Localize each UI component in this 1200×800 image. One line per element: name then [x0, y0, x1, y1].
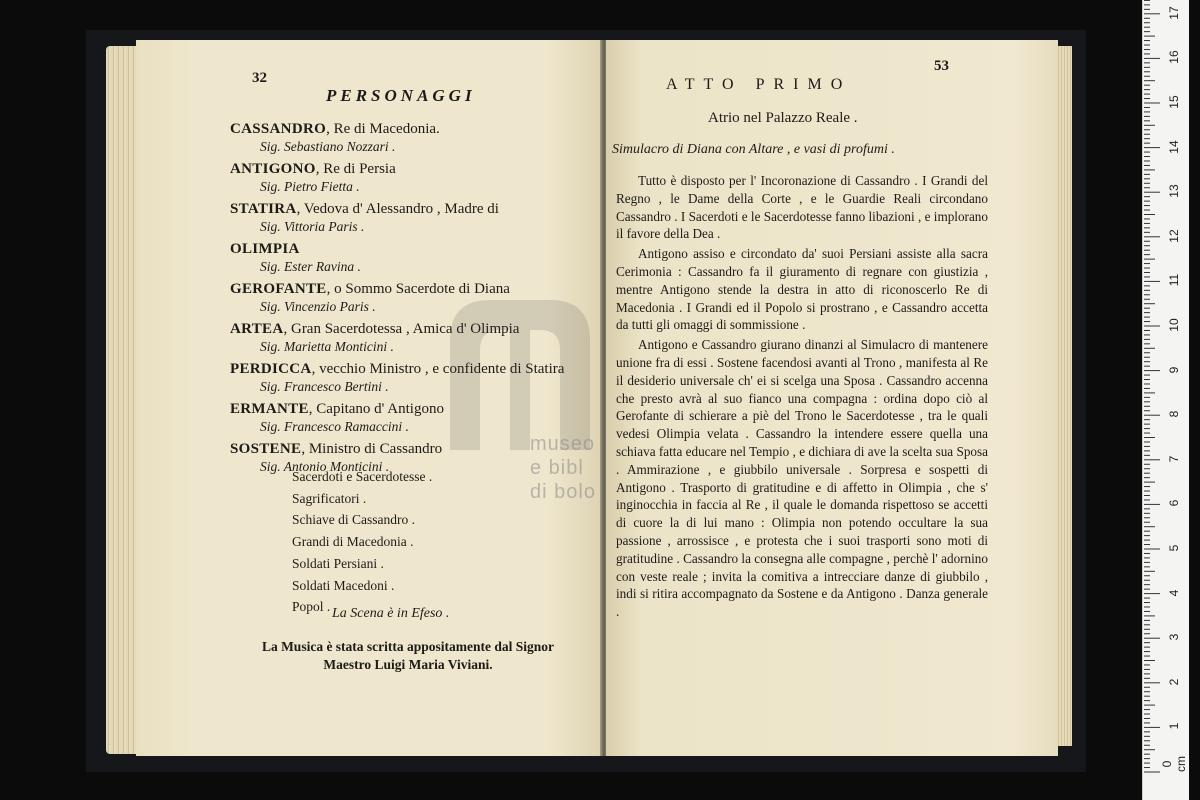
ruler-number: 7: [1167, 455, 1181, 463]
ruler-number: 2: [1167, 678, 1181, 686]
music-credit-line: La Musica è stata scritta appositamente dal Signor: [261, 639, 555, 654]
ruler-number: 5: [1167, 544, 1181, 552]
cast-list: [230, 120, 600, 480]
extras-item: Sagrificatori .: [292, 490, 367, 506]
page-edges-right: [1056, 46, 1072, 746]
ruler-number: 14: [1167, 139, 1181, 154]
role-description: , Re di Macedonia.: [326, 121, 440, 137]
extras-item: Soldati Persiani .: [292, 555, 384, 571]
role-name: STATIRA: [230, 201, 297, 217]
ruler-number: 4: [1167, 589, 1181, 596]
act-heading: ATTO PRIMO: [666, 76, 852, 93]
extras-item: Sacerdoti e Sacerdotesse .: [292, 469, 433, 484]
ruler-ticks: [1143, 0, 1189, 800]
ruler-number: 15: [1167, 95, 1181, 109]
ruler-unit-label: 0 cm: [1160, 756, 1188, 772]
actor-name: Sig. Sebastiano Nozzari .: [260, 139, 396, 154]
cast-entry: [230, 240, 600, 275]
open-book: [106, 40, 1072, 756]
paragraph: Antigono assiso e circondato da' suoi Persiani assiste alla sacra Cerimonia : Cassandro fa il giuramento di regnare con giustizia , mentre Antigono stende la destra in atto di riconoscerlo Re di Macedonia . I Grandi ed il Popolo si prostrano , e Cassandro accetta da tutti gli omaggi di sommissione .: [616, 246, 988, 333]
role-name: GEROFANTE: [230, 281, 327, 297]
page-number-right: 53: [934, 58, 949, 74]
role-description: , Capitano d' Antigono: [308, 401, 444, 417]
cast-entry: [230, 200, 600, 235]
role-description: , o Sommo Sacerdote di Diana: [326, 281, 510, 297]
watermark-line: di bolo: [530, 481, 596, 503]
ruler-number: 11: [1167, 274, 1181, 287]
ruler-number: 16: [1167, 50, 1181, 65]
ruler-number: 17: [1167, 6, 1181, 20]
role-name: SOSTENE: [230, 441, 302, 457]
role-name: PERDICCA: [230, 361, 312, 377]
ruler-number: 10: [1167, 318, 1181, 332]
ruler-number: 13: [1167, 184, 1181, 198]
paragraph: Antigono e Cassandro giurano dinanzi al Simulacro di mantenere unione fra di essi . Sostene facendosi avanti al Trono , manifesta al Re il desiderio universale ch' ei si scelga una Sposa . Cassandro accenna che presto avrà al suo fianco una compagna : ordina dopo ciò al Gerofante di schierare a piè del Trono le Sacerdotesse , tra le quali vedesi Olimpia velata . Cassandro la intendere essere quella una schiava fatta educare nel Tempio , e dichiara di ave la scelta sua Sposa . Ammirazione , e giubbilo universale . Sorpresa e sospetti di Antigono . Trasporto di gratitudine e di affetto in Olimpia , che s' inginocchia in faccia al Re , il quale le domanda rispettoso se accetti di cuore la di lui mano : Olimpia non potendo occultare la sua passione , arrossisce , e protesta che i suoi trasporti sono moti di gratitudine . Cassandro la consegna alle compagne , perchè l' adornino con veste reale ; invita la comitiva a intrecciare danze di giubbilo , indi si ritira accompagnato da Sostene e da Antigono . Danza generale .: [616, 337, 988, 620]
ruler-number: 9: [1167, 366, 1181, 373]
cast-entry: [230, 120, 600, 155]
cast-entry: [230, 280, 600, 315]
ruler-number: 12: [1167, 229, 1181, 243]
measurement-ruler: [1142, 0, 1189, 800]
stage-directions: [616, 172, 988, 623]
actor-name: Sig. Marietta Monticini .: [260, 339, 394, 354]
extras-item: Schiave di Cassandro .: [292, 512, 415, 528]
actor-name: Sig. Vincenzio Paris .: [260, 299, 376, 314]
music-credit: [232, 638, 584, 674]
setting-title: Atrio nel Palazzo Reale .: [708, 110, 858, 126]
role-name: ARTEA: [230, 321, 284, 337]
cast-entry: [230, 160, 600, 195]
running-head: PERSONAGGI: [326, 86, 476, 105]
role-name: OLIMPIA: [230, 241, 300, 257]
music-credit-line: Maestro Luigi Maria Viviani.: [323, 657, 493, 672]
watermark-text: [530, 432, 596, 504]
scene-location: La Scena è in Efeso .: [332, 606, 450, 621]
role-description: , Re di Persia: [315, 161, 396, 177]
left-page: [136, 40, 604, 756]
ruler-number: 6: [1167, 500, 1181, 507]
role-description: , Ministro di Cassandro: [301, 441, 443, 457]
actor-name: Sig. Antonio Monticini .: [260, 459, 390, 474]
role-name: CASSANDRO: [230, 121, 327, 137]
paragraph: Tutto è disposto per l' Incoronazione di Cassandro . I Grandi del Regno , le Dame della Corte , e le Guardie Reali circondano Cassandro . I Sacerdoti e le Sacerdotesse fanno libazioni , e implorano il favore della Dea .: [616, 173, 988, 242]
ruler-number: 3: [1167, 633, 1181, 641]
role-name: ERMANTE: [230, 401, 309, 417]
extras-item: Grandi di Macedonia .: [292, 534, 414, 550]
actor-name: Sig. Francesco Bertini .: [260, 379, 389, 394]
extras-item: Soldati Macedoni .: [292, 577, 395, 593]
setting-subtitle: Simulacro di Diana con Altare , e vasi di profumi .: [612, 142, 895, 157]
ruler-number: 1: [1167, 723, 1181, 730]
role-description: , Gran Sacerdotessa , Amica d' Olimpia: [283, 321, 520, 337]
role-description: , vecchio Ministro , e confidente di Statira: [311, 361, 565, 377]
actor-name: Sig. Ester Ravina .: [260, 259, 361, 274]
cast-entry: [230, 320, 600, 355]
actor-name: Sig. Pietro Fietta .: [260, 179, 360, 194]
actor-name: Sig. Vittoria Paris .: [260, 219, 365, 234]
role-name: ANTIGONO: [230, 161, 316, 177]
watermark-line: museo: [530, 433, 596, 455]
cast-entry: [230, 360, 600, 395]
extras-list: [292, 466, 432, 618]
watermark-line: e bibl: [530, 457, 584, 479]
cast-entry: [230, 400, 600, 435]
page-number-left: 32: [252, 70, 267, 86]
extras-item: Popol .: [292, 599, 331, 615]
actor-name: Sig. Francesco Ramaccini .: [260, 419, 409, 434]
right-page: [606, 40, 1058, 756]
role-description: , Vedova d' Alessandro , Madre di: [296, 201, 499, 217]
ruler-number: 8: [1167, 410, 1181, 418]
